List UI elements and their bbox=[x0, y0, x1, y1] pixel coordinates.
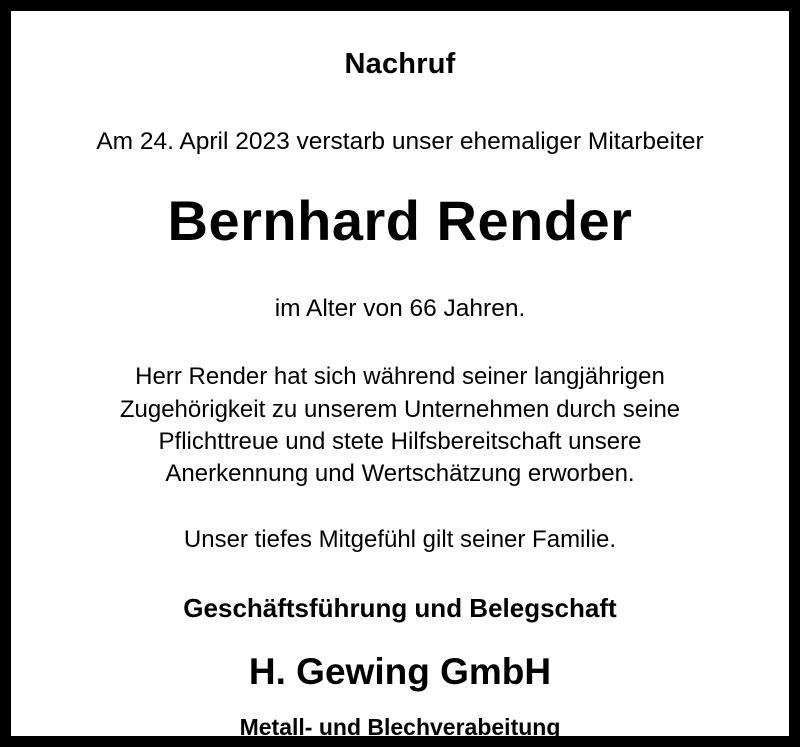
obituary-heading: Nachruf bbox=[344, 48, 456, 80]
obituary-body-line: Anerkennung und Wertschätzung erworben. bbox=[165, 460, 635, 488]
obituary-age-line: im Alter von 66 Jahren. bbox=[274, 294, 526, 322]
obituary-condolence-text: Unser tiefes Mitgefühl gilt seiner Familie. bbox=[183, 525, 617, 553]
obituary-intro-text: Am 24. April 2023 verstarb unser ehemaliger Mitarbeiter bbox=[96, 127, 704, 155]
obituary-signature: Geschäftsführung und Belegschaft bbox=[183, 593, 617, 624]
obituary-body-text bbox=[39, 361, 761, 491]
obituary-content bbox=[11, 11, 789, 740]
obituary-body-line: Pflichttreue und stete Hilfsbereitschaft unsere bbox=[158, 428, 642, 456]
company-subtitle: Metall- und Blechverabeitung bbox=[239, 713, 561, 740]
obituary-body-line: Zugehörigkeit zu unserem Unternehmen durch seine bbox=[119, 395, 681, 423]
company-name: H. Gewing GmbH bbox=[248, 651, 552, 693]
obituary-body-line: Herr Render hat sich während seiner langjährigen bbox=[135, 363, 665, 391]
deceased-name: Bernhard Render bbox=[167, 189, 633, 253]
